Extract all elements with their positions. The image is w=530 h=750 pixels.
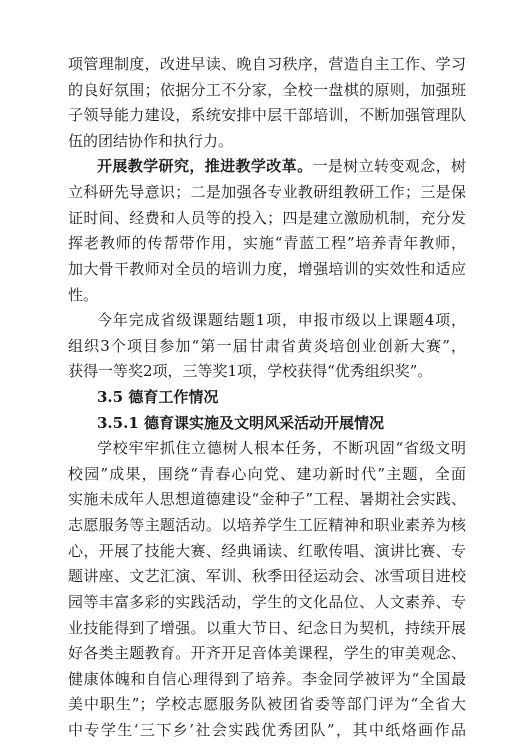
p2-line-1: [97, 156, 466, 176]
p4-line-8: 业技能得到了增强。以重大节日、纪念日为契机，持续开展: [68, 619, 466, 637]
p2-line-1-rest: 一是树立转变观念，树: [312, 157, 466, 175]
p4-line-5: 心，开展了技能大赛、经典诵读、红歌传唱、演讲比赛、专: [68, 542, 466, 560]
p4-line-7: 园等丰富多彩的实践活动，学生的文化品位、人文素养、专: [68, 593, 466, 611]
p1-line-2: 的良好氛围；依据分工不分家，全校一盘棋的原则，加强班: [68, 81, 466, 99]
p4-line-6: 题讲座、文艺汇演、军训、秋季田径运动会、冰雪项目进校: [68, 567, 466, 585]
p4-line-12: 中专学生‘三下乡’社会实践优秀团队”，其中纸烙画作品: [68, 721, 466, 739]
p1-line-3: 子领导能力建设，系统安排中层干部培训，不断加强管理队: [68, 106, 466, 124]
p3-line-2: 组织3个项目参加“第一届甘肃省黄炎培创业创新大赛”，: [68, 337, 466, 355]
p2-line-6: 性。: [68, 286, 99, 304]
p4-line-11: 美中职生”；学校志愿服务队被团省委等部门评为“全省大: [68, 695, 466, 713]
p3-line-3: 获得一等奖2项，三等奖1项，学校获得“优秀组织奖”。: [68, 362, 433, 380]
p4-line-3: 实施未成年人思想道德建设“金种子”工程、暑期社会实践、: [68, 490, 466, 508]
heading-3-5: 3.5 德育工作情况: [97, 388, 219, 406]
p2-line-2: 立科研先导意识；二是加强各专业教研组教研工作；三是保: [68, 183, 466, 201]
p1-line-1: 项管理制度，改进早读、晚自习秩序，营造自主工作、学习: [68, 55, 466, 73]
p2-line-4: 挥老教师的传帮带作用，实施“青蓝工程”培养青年教师，: [68, 234, 466, 252]
p4-line-10: 健康体魄和自信心理得到了培养。李金同学被评为“全国最: [68, 670, 466, 688]
p2-lead-bold: 开展教学研究，推进教学改革。: [97, 157, 313, 175]
p4-line-4: 志愿服务等主题活动。以培养学生工匠精神和职业素养为核: [68, 516, 466, 534]
p2-line-3: 证时间、经费和人员等的投入；四是建立激励机制，充分发: [68, 209, 466, 227]
p4-line-2: 校园”成果，围绕“青春心向党、建功新时代”主题，全面: [68, 465, 466, 483]
p4-line-1: 学校牢牢抓住立德树人根本任务，不断巩固“省级文明: [97, 439, 466, 457]
p3-line-1: 今年完成省级课题结题1项，申报市级以上课题4项，: [97, 311, 466, 329]
heading-3-5-1: 3.5.1 德育课实施及文明风采活动开展情况: [97, 414, 384, 432]
p1-line-4: 伍的团结协作和执行力。: [68, 132, 234, 150]
p2-line-5: 加大骨干教师对全员的培训力度，增强培训的实效性和适应: [68, 260, 466, 278]
p4-line-9: 好各类主题教育。开齐开足音体美课程，学生的审美观念、: [68, 644, 466, 662]
